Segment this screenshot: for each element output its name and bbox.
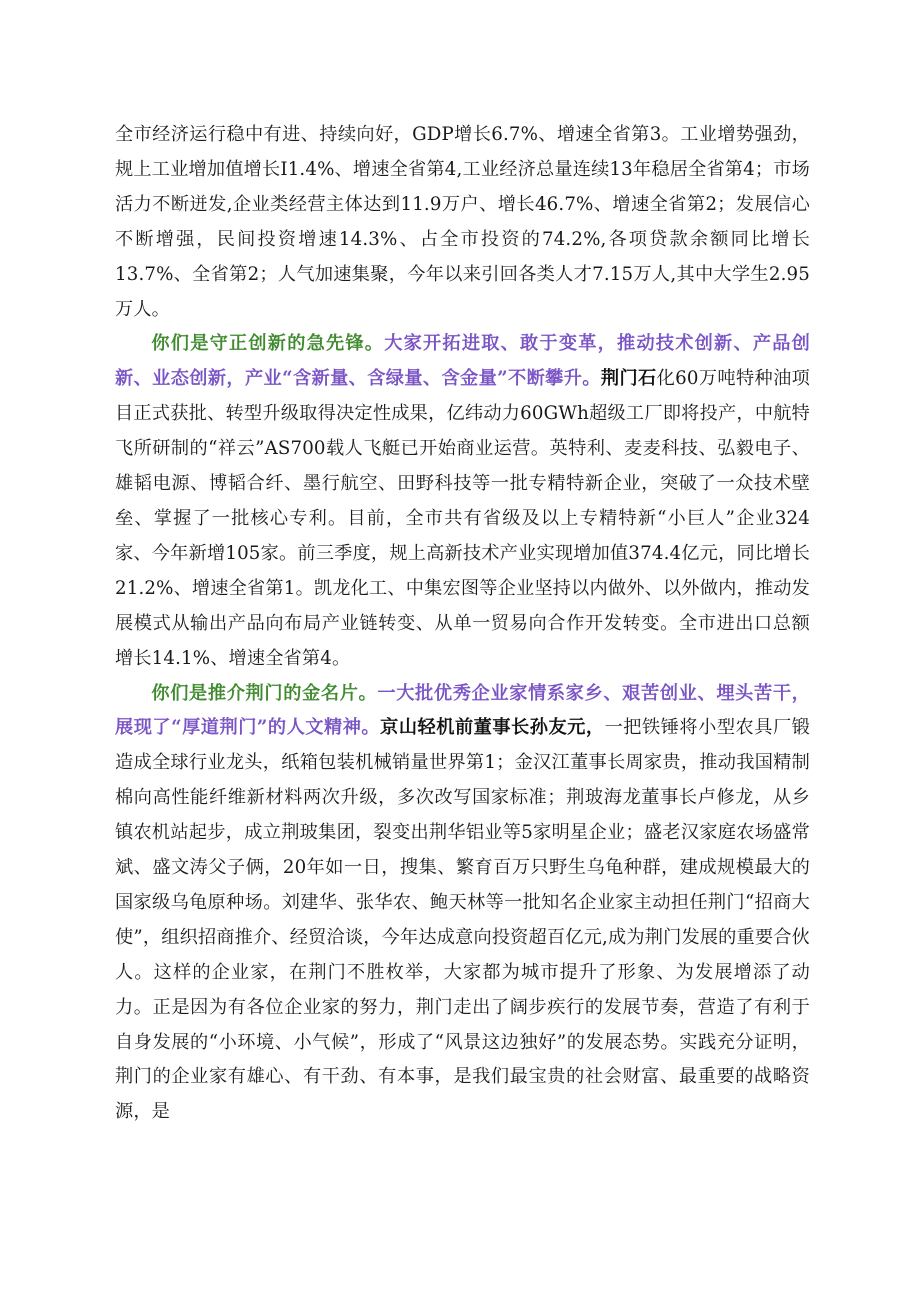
paragraph-name-card-lead: 你们是推介荆门的金名片。 [151,682,378,704]
paragraph-economy [115,118,810,327]
paragraph-innovation-bold-start: 荆门石 [600,368,657,390]
paragraph-name-card-emphasis: 一大批优秀企业家情系家乡、艰苦创业、埋头苦干，展现了“厚道荆门”的人文精神。 [115,682,810,739]
paragraph-name-card-body: 一把铁锤将小型农具厂锻造成全球行业龙头，纸箱包装机械销量世界第1；金汉江董事长周家贵，推动我国精制棉向高性能纤维新材料两次升级，多次改写国家标准；荆玻海龙董事长卢修龙，从乡镇农机站起步，成立荆玻集团，裂变出荆华铝业等5家明星企业；盛老汉家庭农场盛常斌、盛文涛父子俩，20年如一日，搜集、繁育百万只野生乌龟种群，建成规模最大的国家级乌龟原种场。刘建华、张华农、鲍天林等一批知名企业家主动担任荆门“招商大使”，组织招商推介、经贸洽谈，今年达成意向投资超百亿元,成为荆门发展的重要合伙人。这样的企业家，在荆门不胜枚举，大家都为城市提升了形象、为发展增添了动力。正是因为有各位企业家的努力，荆门走出了阔步疾行的发展节奏，营造了有利于自身发展的“小环境、小气候”，形成了“风景这边独好”的发展态势。实践充分证明，荆门的企业家有雄心、有干劲、有本事，是我们最宝贵的社会财富、最重要的战略资源，是 [115,717,810,1123]
paragraph-innovation-lead: 你们是守正创新的急先锋。 [151,333,385,355]
document-body [115,118,810,1130]
paragraph-innovation-emphasis: 大家开拓进取、敢于变革，推动技术创新、产品创新、业态创新，产业“含新量、含绿量、含金量”不断攀升。 [115,333,810,390]
paragraph-innovation [115,327,810,676]
paragraph-innovation-body: 化60万吨特种油项目正式获批、转型升级取得决定性成果，亿纬动力60GWh超级工厂即将投产，中航特飞所研制的“祥云”AS700载人飞艇已开始商业运营。英特利、麦麦科技、弘毅电子、雄韬电源、博韬合纤、墨行航空、田野科技等一批专精特新企业，突破了一众技术壁垒、掌握了一批核心专利。目前，全市共有省级及以上专精特新“小巨人”企业324家、今年新增105家。前三季度，规上高新技术产业实现增加值374.4亿元，同比增长21.2%、增速全省第1。凯龙化工、中集宏图等企业坚持以内做外、以外做内，推动发展模式从输出产品向布局产业链转变、从单一贸易向合作开发转变。全市进出口总额增长14.1%、增速全省第4。 [115,368,810,669]
paragraph-name-card [115,677,810,1131]
paragraph-economy-text: 全市经济运行稳中有进、持续向好，GDP增长6.7%、增速全省第3。工业增势强劲，规上工业增加值增长I1.4%、增速全省第4,工业经济总量连续13年稳居全省第4；市场活力不断迸发,企业类经营主体达到11.9万户、增长46.7%、增速全省第2；发展信心不断增强，民间投资增速14.3%、占全市投资的74.2%,各项贷款余额同比增长13.7%、全省第2；人气加速集聚，今年以来引回各类人才7.15万人,其中大学生2.95万人。 [115,124,810,320]
paragraph-name-card-bold-start: 京山轻机前董事长孙友元， [380,717,605,739]
